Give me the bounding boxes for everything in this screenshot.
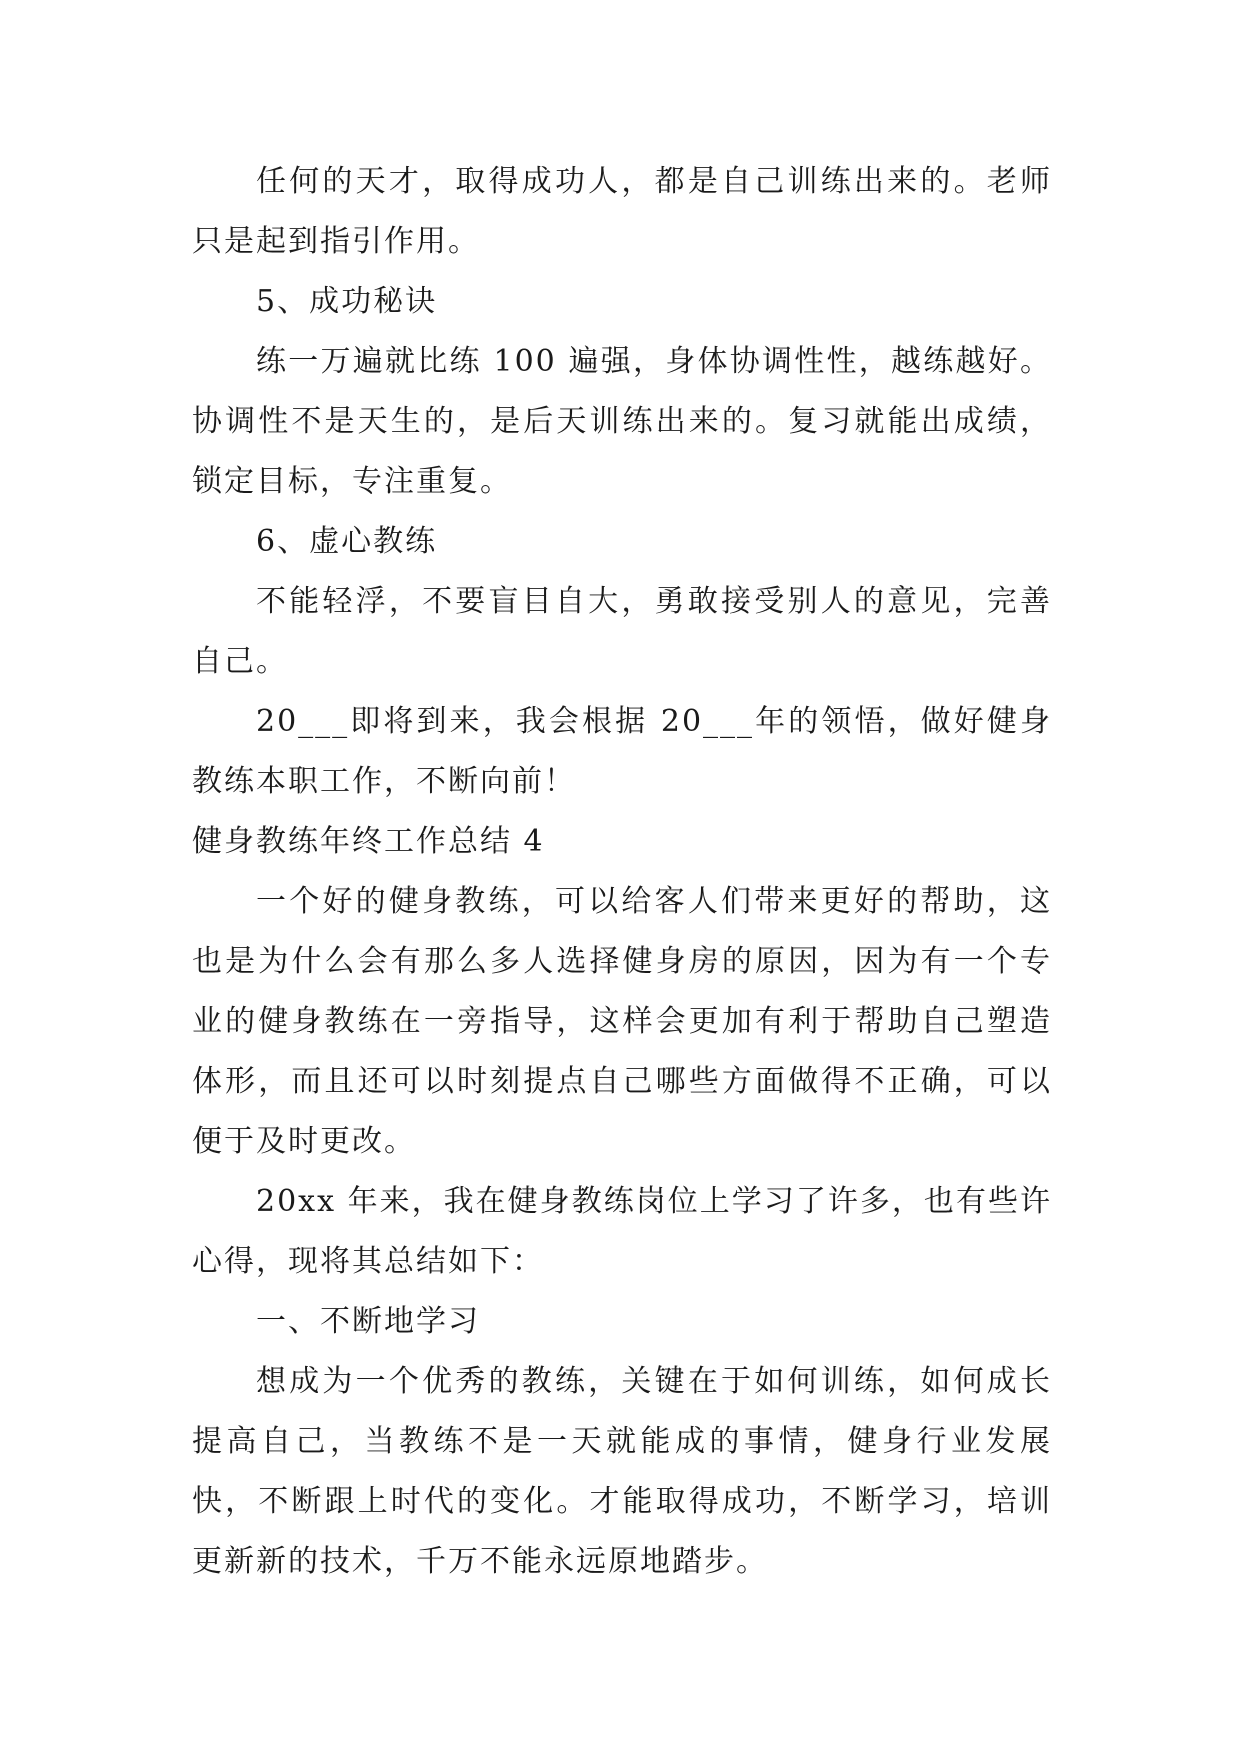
paragraph-practice: 练一万遍就比练 100 遍强，身体协调性性，越练越好。协调性不是天生的，是后天训练出来的。复习就能出成绩，锁定目标，专注重复。: [192, 344, 1052, 499]
paragraph-talent: 任何的天才，取得成功人，都是自己训练出来的。老师只是起到指引作用。: [192, 164, 1052, 259]
paragraph-outlook: 20___即将到来，我会根据 20___年的领悟，做好健身教练本职工作，不断向前！: [192, 704, 1052, 799]
section-title-summary-4: 健身教练年终工作总结 4: [192, 824, 545, 859]
document-body: [192, 152, 1052, 1592]
paragraph-good-coach: 一个好的健身教练，可以给客人们带来更好的帮助，这也是为什么会有那么多人选择健身房的原因，因为有一个专业的健身教练在一旁指导，这样会更加有利于帮助自己塑造体形，而且还可以时刻提点自己哪些方面做得不正确，可以便于及时更改。: [192, 884, 1052, 1159]
heading-keep-learning: 一、不断地学习: [256, 1304, 480, 1339]
heading-humble-coach: 6、虚心教练: [256, 524, 438, 559]
heading-success-secret: 5、成功秘诀: [256, 284, 438, 319]
paragraph-year-review: 20xx 年来，我在健身教练岗位上学习了许多，也有些许心得，现将其总结如下：: [192, 1184, 1052, 1279]
paragraph-humility: 不能轻浮，不要盲目自大，勇敢接受别人的意见，完善自己。: [192, 584, 1052, 679]
paragraph-learning: 想成为一个优秀的教练，关键在于如何训练，如何成长提高自己，当教练不是一天就能成的事情，健身行业发展快，不断跟上时代的变化。才能取得成功，不断学习，培训更新新的技术，千万不能永远原地踏步。: [192, 1364, 1052, 1579]
